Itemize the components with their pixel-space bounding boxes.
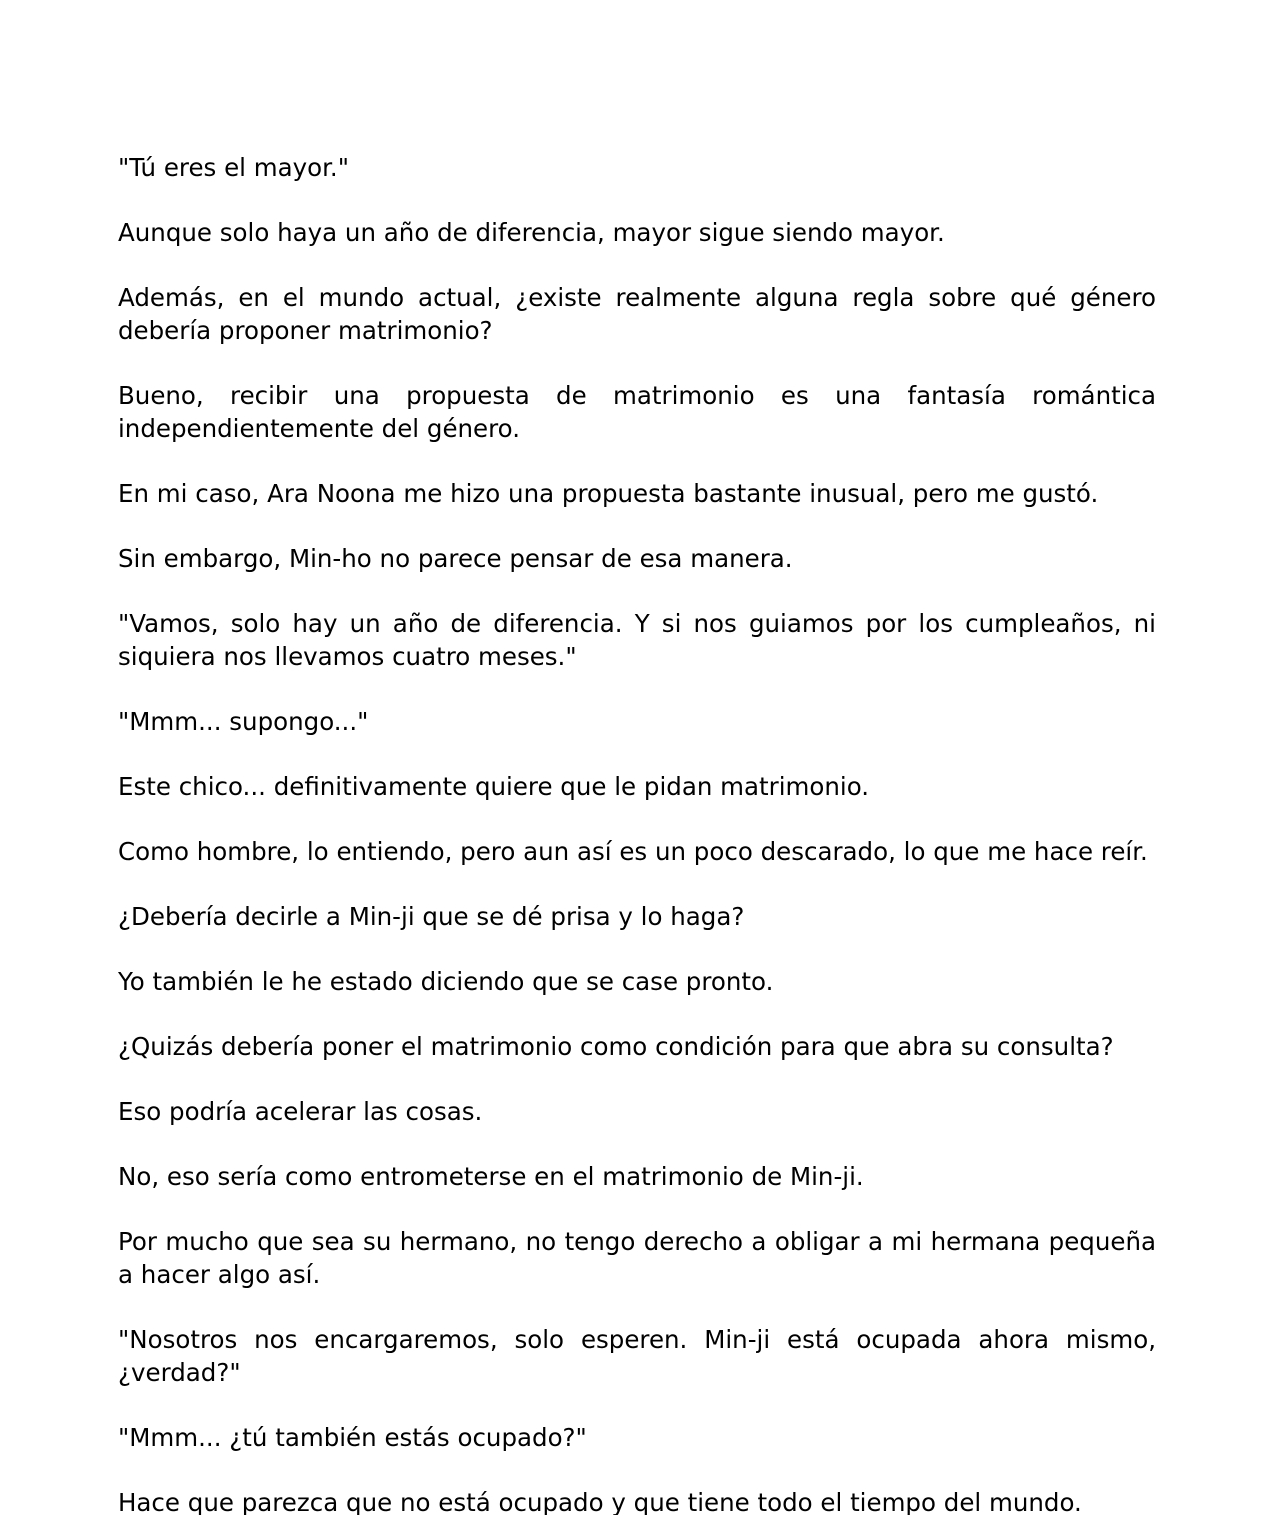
document-body — [118, 151, 1156, 1515]
paragraph: No, eso sería como entrometerse en el matrimonio de Min-ji. — [118, 1162, 864, 1191]
paragraph: Aunque solo haya un año de diferencia, mayor sigue siendo mayor. — [118, 218, 945, 247]
paragraph: Sin embargo, Min-ho no parece pensar de esa manera. — [118, 544, 793, 573]
paragraph: "Tú eres el mayor." — [118, 153, 349, 182]
paragraph: Como hombre, lo entiendo, pero aun así es un poco descarado, lo que me hace reír. — [118, 837, 1148, 866]
paragraph: Yo también le he estado diciendo que se case pronto. — [118, 967, 774, 996]
paragraph: Eso podría acelerar las cosas. — [118, 1097, 483, 1126]
paragraph: ¿Quizás debería poner el matrimonio como condición para que abra su consulta? — [118, 1032, 1114, 1061]
paragraph: "Mmm... supongo..." — [118, 707, 369, 736]
paragraph: "Mmm... ¿tú también estás ocupado?" — [118, 1423, 587, 1452]
paragraph: Este chico... definitivamente quiere que le pidan matrimonio. — [118, 772, 870, 801]
paragraph: "Vamos, solo hay un año de diferencia. Y si nos guiamos por los cumpleaños, ni siquiera nos llevamos cuatro meses." — [118, 609, 1156, 671]
paragraph: En mi caso, Ara Noona me hizo una propuesta bastante inusual, pero me gustó. — [118, 479, 1099, 508]
paragraph: ¿Debería decirle a Min-ji que se dé prisa y lo haga? — [118, 902, 745, 931]
paragraph: Bueno, recibir una propuesta de matrimonio es una fantasía romántica independientemente del género. — [118, 381, 1156, 443]
paragraph: Por mucho que sea su hermano, no tengo derecho a obligar a mi hermana pequeña a hacer algo así. — [118, 1227, 1156, 1289]
paragraph: Además, en el mundo actual, ¿existe realmente alguna regla sobre qué género debería proponer matrimonio? — [118, 283, 1156, 345]
paragraph: "Nosotros nos encargaremos, solo esperen. Min-ji está ocupada ahora mismo, ¿verdad?" — [118, 1325, 1156, 1387]
paragraph: Hace que parezca que no está ocupado y que tiene todo el tiempo del mundo. — [118, 1488, 1082, 1515]
